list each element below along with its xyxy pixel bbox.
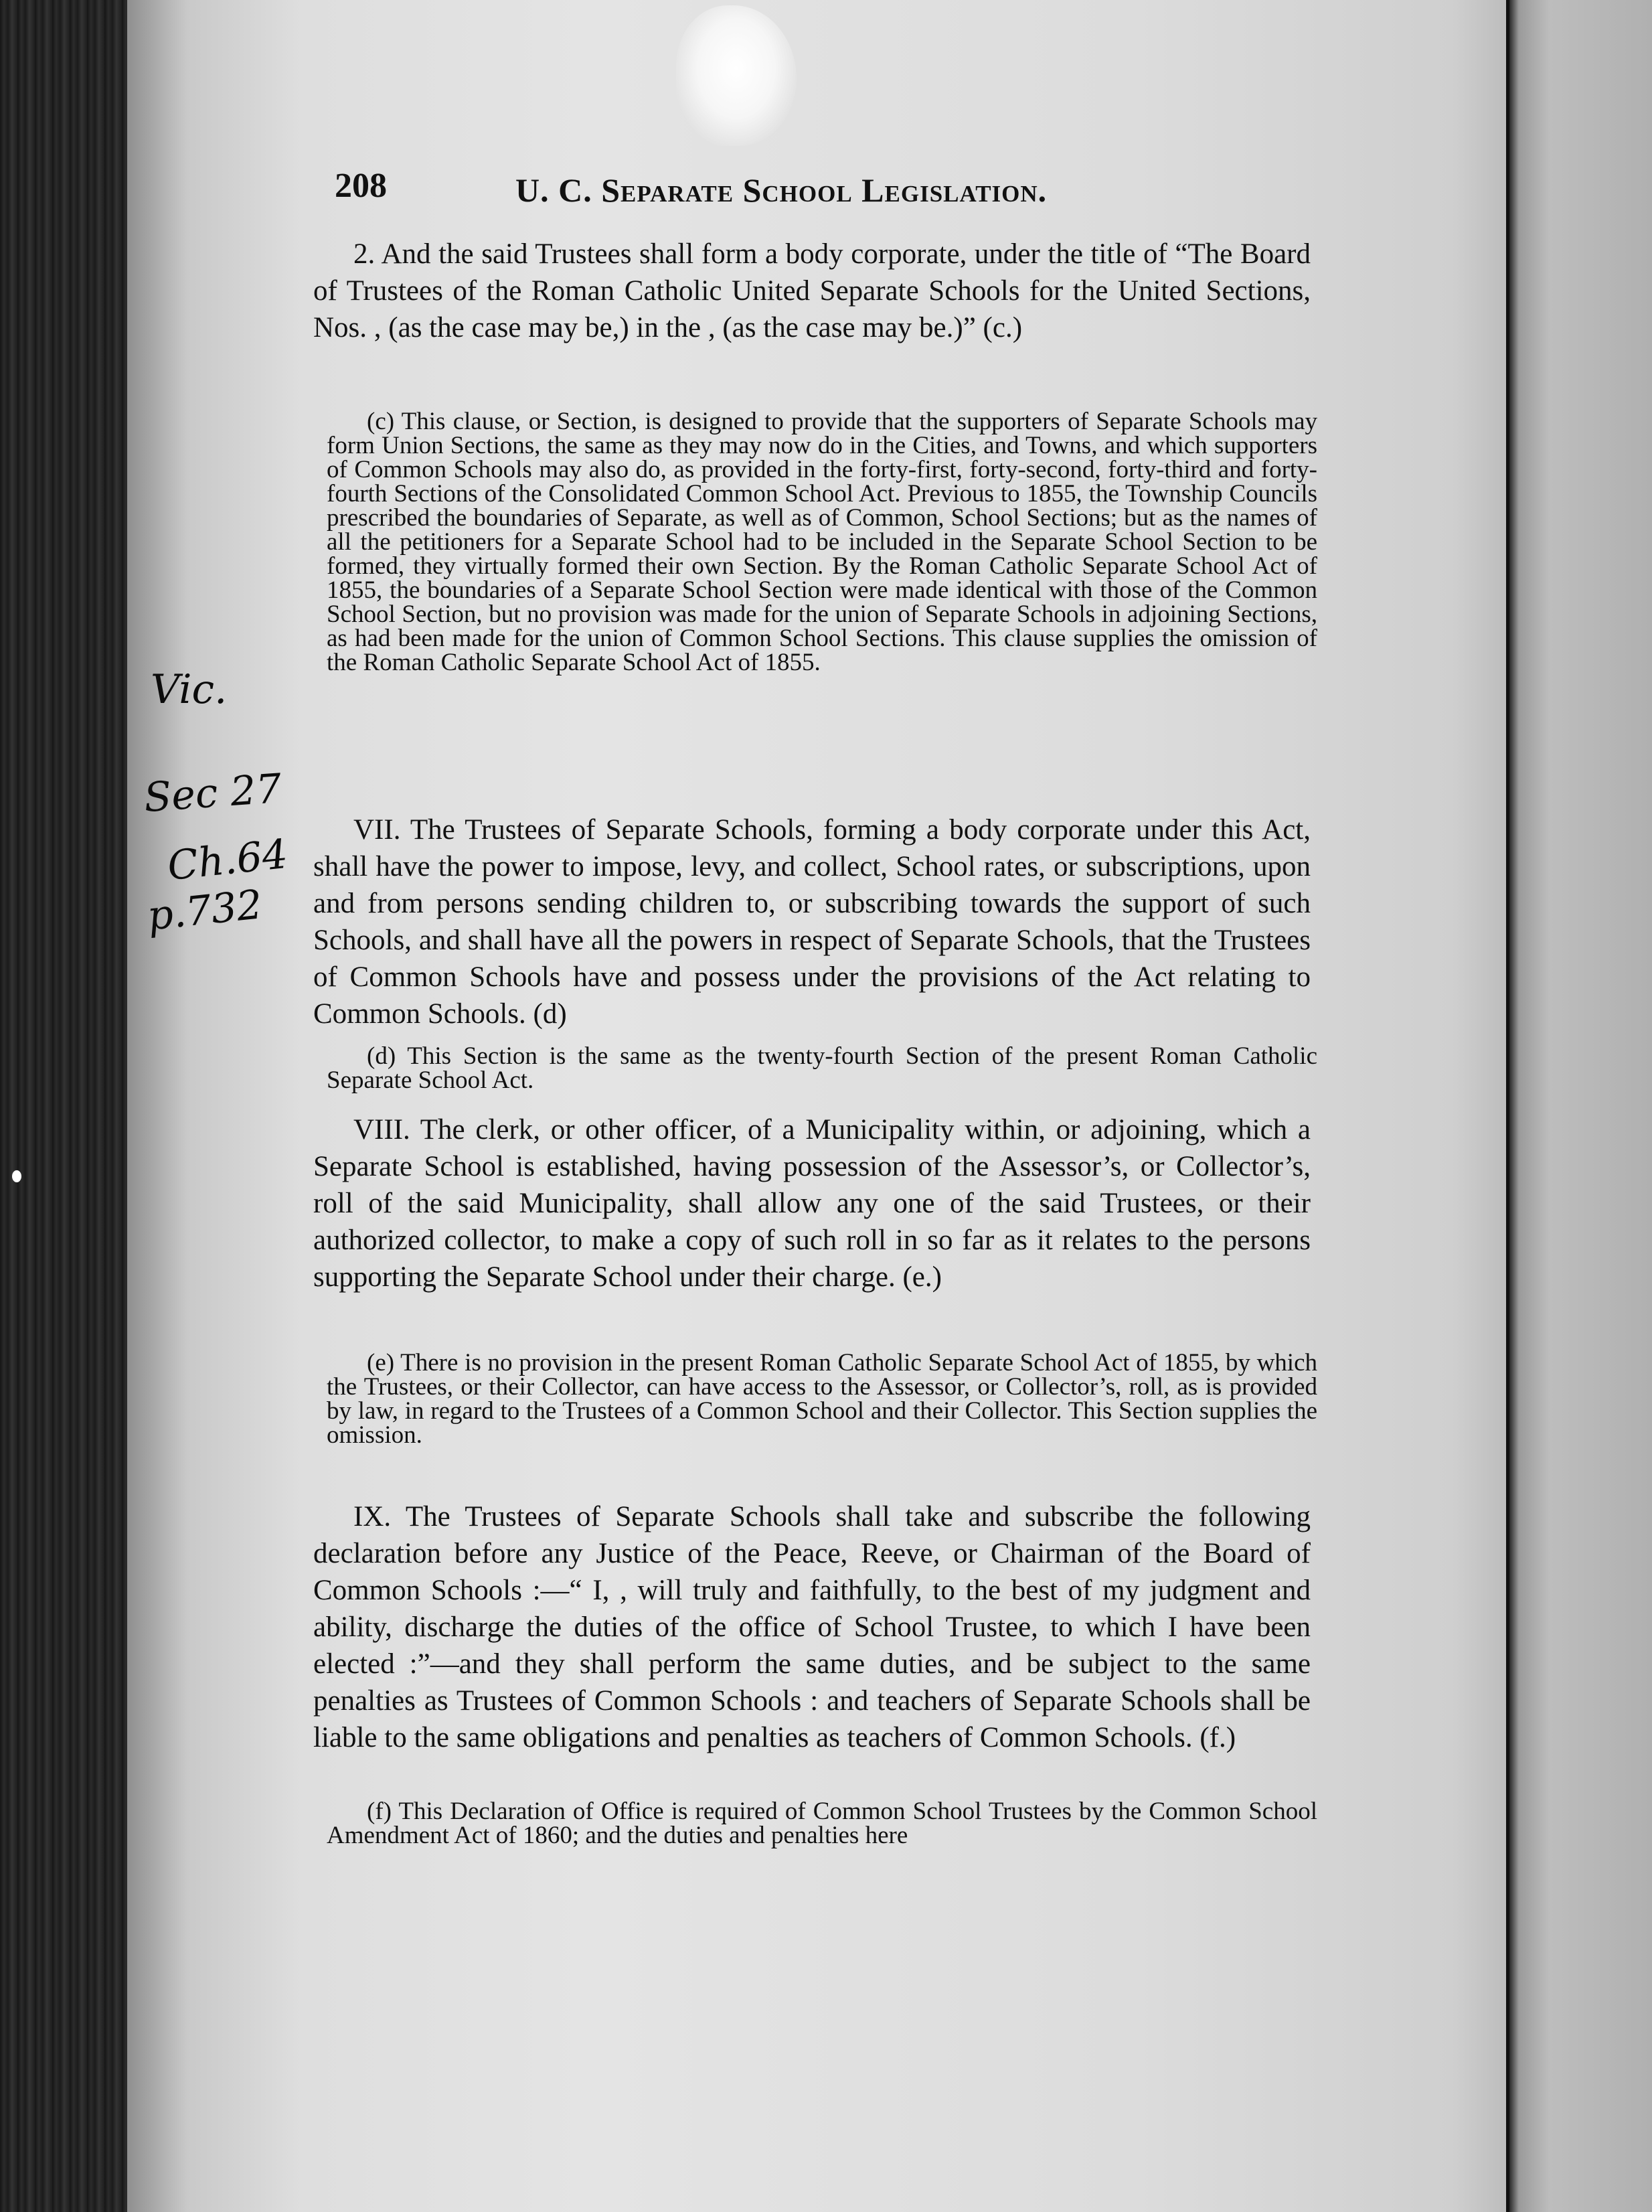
margin-note-line: p.732	[145, 881, 265, 940]
section-viii: VIII. The clerk, or other officer, of a Municipality within, or adjoining, which a Separate School is established, having possession of the Assessor’s, or Collector’s, roll of the said Municipality, shall allow any one of the said Trustees, or their authorized collector, to make a copy of such roll in so far as it relates to the persons supporting the Separate School under their charge. (e.)	[313, 1114, 1311, 1293]
footnote-e: (e) There is no provision in the present Roman Catholic Separate School Act of 1855, by which the Trustees, or their Collector, can have access to the Assessor, or Collector’s, roll, as is provided by law, in regard to the Trustees of a Common School and their Collector. This Section supplies the omission.	[327, 1349, 1317, 1449]
running-head: U. C. Separate School Legislation.	[515, 171, 1048, 209]
margin-note-line: Ch.64	[165, 830, 291, 890]
page-number: 208	[335, 167, 387, 205]
section-vii: VII. The Trustees of Separate Schools, forming a body corporate under this Act, shall have the power to impose, levy, and collect, School rates, or subscriptions, upon and from persons sending children to, or subscribing towards the support of such Schools, and shall have all the powers in respect of Separate Schools, that the Trustees of Common Schools have and possess under the provisions of the Act relating to Common Schools. (d)	[313, 814, 1311, 1030]
footnote-c: (c) This clause, or Section, is designed to provide that the supporters of Separate Schools may form Union Sections, the same as they may now do in the Cities, and Towns, and which supporters of Common Schools may also do, as provided in the forty-first, forty-second, forty-third and forty-fourth Sections of the Consolidated Common School Act. Previous to 1855, the Township Councils prescribed the boundaries of Separate, as well as of Common, School Sections; but as the names of all the petitioners for a Separate School had to be included in the Separate School Section to be formed, they virtually formed their own Section. By the Roman Catholic Separate School Act of 1855, the boundaries of a Separate School Section were made identical with those of the Common School Section, but no provision was made for the union of Separate Schools in adjoining Sections, as had been made for the union of Common School Sections. This clause supplies the omission of the Roman Catholic Separate School Act of 1855.	[327, 408, 1317, 676]
footnote-d: (d) This Section is the same as the twenty-fourth Section of the present Roman Catholic Separate School Act.	[327, 1042, 1317, 1094]
footnote-f: (f) This Declaration of Office is required of Common School Trustees by the Common School Amendment Act of 1860; and the duties and penalties here	[327, 1798, 1317, 1849]
margin-note-line: Sec 27	[142, 765, 283, 822]
margin-note-line: Vic.	[151, 666, 228, 713]
section-ix: IX. The Trustees of Separate Schools shall take and subscribe the following declaration before any Justice of the Peace, Reeve, or Chairman of the Board of Common Schools :—“ I, , will truly and faithfully, to the best of my judgment and ability, discharge the duties of the office of School Trustee, to which I have been elected :”—and they shall perform the same duties, and be subject to the same penalties as Trustees of Common Schools : and teachers of Separate Schools shall be liable to the same obligations and penalties as teachers of Common Schools. (f.)	[313, 1501, 1311, 1753]
paragraph-2: 2. And the said Trustees shall form a body corporate, under the title of “The Board of Trustees of the Roman Catholic United Separate Schools for the United Sections, Nos. , (as the case may be,) in the , (as the case may be.)” (c.)	[313, 238, 1311, 343]
